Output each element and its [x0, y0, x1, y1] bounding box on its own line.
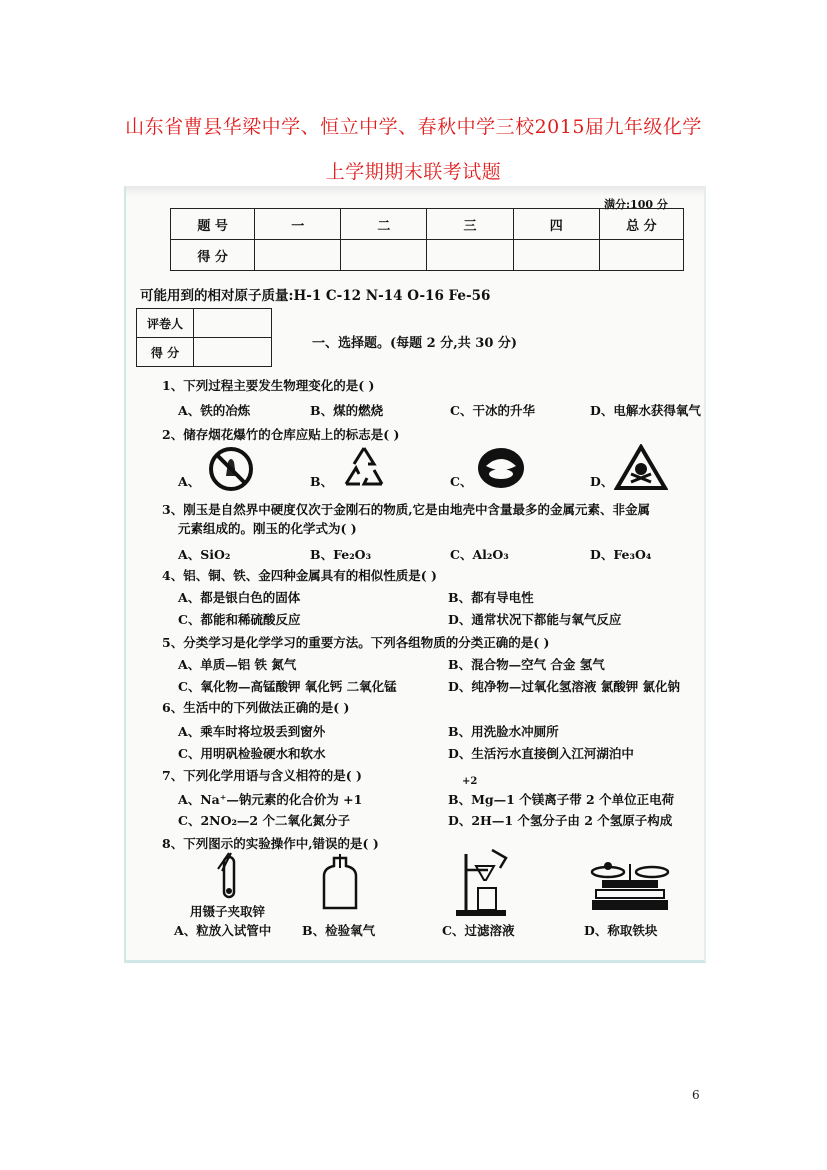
grader-table — [136, 308, 272, 367]
q7-option-b: B、Mg—1 个镁离子带 2 个单位正电荷 — [448, 792, 675, 807]
q3-option-d: D、Fe₃O₄ — [590, 547, 652, 562]
q6-stem: 6、生活中的下列做法正确的是( ) — [162, 700, 350, 715]
score-cell — [599, 240, 683, 271]
q5-option-a: A、单质—铝 铁 氮气 — [178, 657, 297, 672]
toxic-icon — [614, 444, 668, 492]
q6-option-d: D、生活污水直接倒入江河湖泊中 — [448, 746, 634, 761]
q2-option-d: D、 — [590, 474, 614, 489]
q6-option-c: C、用明矾检验硬水和软水 — [178, 746, 326, 761]
q4-option-b: B、都有导电性 — [448, 590, 534, 605]
document-title-line1: 山东省曹县华梁中学、恒立中学、春秋中学三校2015届九年级化学 — [125, 116, 702, 138]
q8-stem: 8、下列图示的实验操作中,错误的是( ) — [162, 836, 379, 851]
document-title-line2: 上学期期末联考试题 — [325, 161, 502, 183]
score-row-label: 得 分 — [171, 240, 255, 271]
q2-option-c: C、 — [450, 474, 473, 489]
q4-option-c: C、都能和稀硫酸反应 — [178, 612, 301, 627]
scan-top-strip — [126, 186, 704, 196]
score-col-4: 四 — [513, 209, 599, 240]
scanned-exam-image — [124, 186, 706, 963]
q3-option-b: B、Fe₂O₃ — [310, 547, 372, 562]
q7-option-d: D、2H—1 个氢分子由 2 个氢原子构成 — [448, 813, 673, 828]
score-col-3: 三 — [427, 209, 513, 240]
score-cell — [427, 240, 513, 271]
section-heading: 一、选择题。(每题 2 分,共 30 分) — [312, 336, 518, 351]
q1-option-a: A、铁的冶炼 — [178, 403, 251, 418]
q3-option-a: A、SiO₂ — [178, 547, 231, 562]
q1-option-d: D、电解水获得氧气 — [590, 403, 701, 418]
q8-option-d: D、称取铁块 — [584, 923, 658, 938]
q3-stem: 3、刚玉是自然界中硬度仅次于金刚石的物质,它是由地壳中含量最多的金属元素、非金属 — [162, 502, 651, 517]
q4-option-a: A、都是银白色的固体 — [178, 590, 301, 605]
page-number: 6 — [692, 1088, 700, 1102]
balance-scale-icon — [588, 858, 672, 914]
q4-stem: 4、铝、铜、铁、金四种金属具有的相似性质是( ) — [162, 568, 437, 583]
q7-superscript: +2 — [462, 776, 478, 787]
q8-option-a-caption: 用镊子夹取锌 — [190, 904, 266, 919]
q6-option-a: A、乘车时将垃圾丢到窗外 — [178, 724, 326, 739]
q5-stem: 5、分类学习是化学学习的重要方法。下列各组物质的分类正确的是( ) — [162, 635, 550, 650]
full-score-label: 满分:100 分 — [604, 198, 668, 211]
q7-option-a: A、Na⁺—钠元素的化合价为 +1 — [178, 792, 363, 807]
grader-label: 评卷人 — [137, 309, 194, 338]
q8-option-c: C、过滤溶液 — [442, 923, 515, 938]
q1-stem: 1、下列过程主要发生物理变化的是( ) — [162, 378, 375, 393]
q3-option-c: C、Al₂O₃ — [450, 547, 509, 562]
q8-option-a: A、粒放入试管中 — [174, 923, 272, 938]
q6-option-b: B、用洗脸水冲厕所 — [448, 724, 559, 739]
score-cell — [255, 240, 341, 271]
q2-stem: 2、储存烟花爆竹的仓库应贴上的标志是( ) — [162, 427, 400, 442]
q7-stem: 7、下列化学用语与含义相符的是( ) — [162, 768, 362, 783]
score-cell — [341, 240, 427, 271]
q5-option-d: D、纯净物—过氧化氢溶液 氯酸钾 氯化钠 — [448, 679, 681, 694]
q2-option-a: A、 — [178, 474, 201, 489]
q5-option-b: B、混合物—空气 合金 氢气 — [448, 657, 605, 672]
q2-option-b: B、 — [310, 474, 334, 489]
q1-option-b: B、煤的燃烧 — [310, 403, 384, 418]
water-drop-icon — [476, 444, 526, 490]
atomic-masses: 可能用到的相对原子质量:H-1 C-12 N-14 O-16 Fe-56 — [140, 288, 491, 304]
q5-option-c: C、氧化物—高锰酸钾 氧化钙 二氧化锰 — [178, 679, 397, 694]
grader-cell — [194, 309, 272, 338]
recycle-icon — [338, 444, 390, 492]
score-table — [170, 208, 684, 271]
q4-option-d: D、通常状况下都能与氧气反应 — [448, 612, 622, 627]
no-fire-icon — [208, 446, 254, 492]
q3-stem-cont: 元素组成的。刚玉的化学式为( ) — [178, 521, 357, 536]
score-cell — [513, 240, 599, 271]
q1-option-c: C、干冰的升华 — [450, 403, 535, 418]
score-col-1: 一 — [255, 209, 341, 240]
gas-bottle-icon — [320, 854, 360, 912]
filtration-setup-icon — [448, 848, 518, 920]
q8-option-b: B、检验氧气 — [302, 923, 376, 938]
grader-score-label: 得 分 — [137, 338, 194, 367]
score-col-2: 二 — [341, 209, 427, 240]
grader-score-cell — [194, 338, 272, 367]
score-col-total: 总 分 — [599, 209, 683, 240]
q7-option-c: C、2NO₂—2 个二氧化氮分子 — [178, 813, 350, 828]
tweezers-test-tube-icon — [204, 851, 254, 901]
score-col-label: 题 号 — [171, 209, 255, 240]
